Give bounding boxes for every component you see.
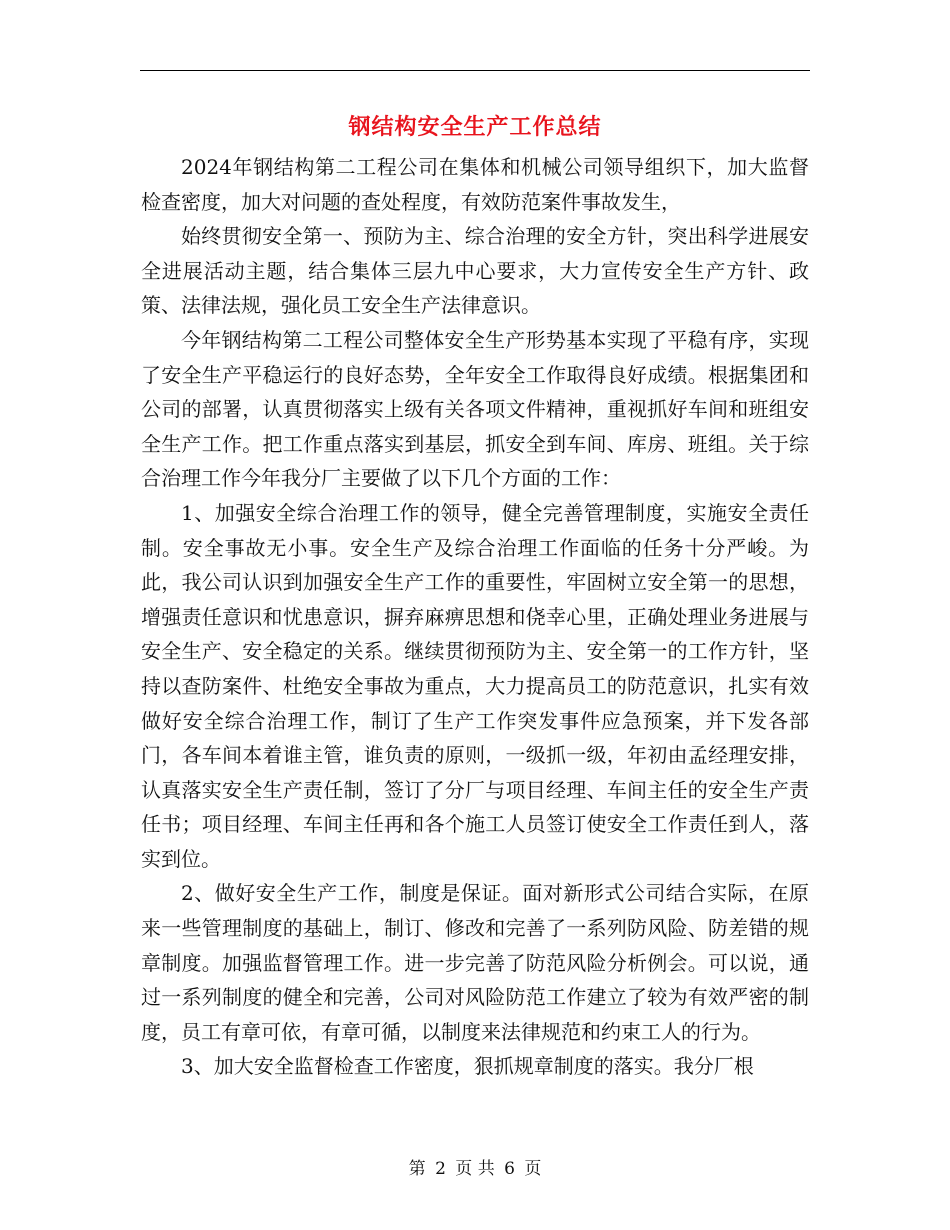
current-page-number: 2 — [435, 1159, 446, 1179]
page-label-prefix: 第 — [408, 1159, 426, 1179]
paragraph-policy: 始终贯彻安全第一、预防为主、综合治理的安全方针，突出科学进展安全进展活动主题，结合集体三层九中心要求，大力宣传安全生产方针、政策、法律法规，强化员工安全生产法律意识。 — [141, 224, 809, 318]
page-label-mid: 页 共 — [455, 1159, 495, 1179]
paragraph-intro: 2024年钢结构第二工程公司在集体和机械公司领导组织下，加大监督检查密度，加大对问题的查处程度，有效防范案件事故发生， — [141, 155, 809, 214]
page-footer — [0, 1154, 950, 1179]
paragraph-item-1: 1、加强安全综合治理工作的领导，健全完善管理制度，实施安全责任制。安全事故无小事。安全生产及综合治理工作面临的任务十分严峻。为此，我公司认识到加强安全生产工作的重要性，牢固树立安全第一的思想，增强责任意识和忧患意识，摒弃麻痹思想和侥幸心里，正确处理业务进展与安全生产、安全稳定的关系。继续贯彻预防为主、安全第一的工作方针，坚持以查防案件、杜绝安全事故为重点，大力提高员工的防范意识，扎实有效做好安全综合治理工作，制订了生产工作突发事件应急预案，并下发各部门，各车间本着谁主管，谁负责的原则，一级抓一级，年初由孟经理安排，认真落实安全生产责任制，签订了分厂与项目经理、车间主任的安全生产责任书；项目经理、车间主任再和各个施工人员签订使安全工作责任到人，落实到位。 — [141, 500, 809, 871]
document-body — [141, 150, 809, 1084]
paragraph-overview: 今年钢结构第二工程公司整体安全生产形势基本实现了平稳有序，实现了安全生产平稳运行的良好态势，全年安全工作取得良好成绩。根据集团和公司的部署，认真贯彻落实上级有关各项文件精神，重视抓好车间和班组安全生产工作。把工作重点落实到基层，抓安全到车间、库房、班组。关于综合治理工作今年我分厂主要做了以下几个方面的工作： — [141, 327, 809, 491]
header-rule — [140, 70, 810, 71]
document-title: 钢结构安全生产工作总结 — [348, 115, 602, 140]
page-label-suffix: 页 — [524, 1159, 542, 1179]
paragraph-item-2: 2、做好安全生产工作，制度是保证。面对新形式公司结合实际，在原来一些管理制度的基础上，制订、修改和完善了一系列防风险、防差错的规章制度。加强监督管理工作。进一步完善了防范风险分析例会。可以说，通过一系列制度的健全和完善，公司对风险防范工作建立了较为有效严密的制度，员工有章可依，有章可循，以制度来法律规范和约束工人的行为。 — [141, 881, 809, 1044]
paragraph-item-3: 3、加大安全监督检查工作密度，狠抓规章制度的落实。我分厂根 — [181, 1054, 754, 1079]
total-pages-number: 6 — [504, 1159, 515, 1179]
